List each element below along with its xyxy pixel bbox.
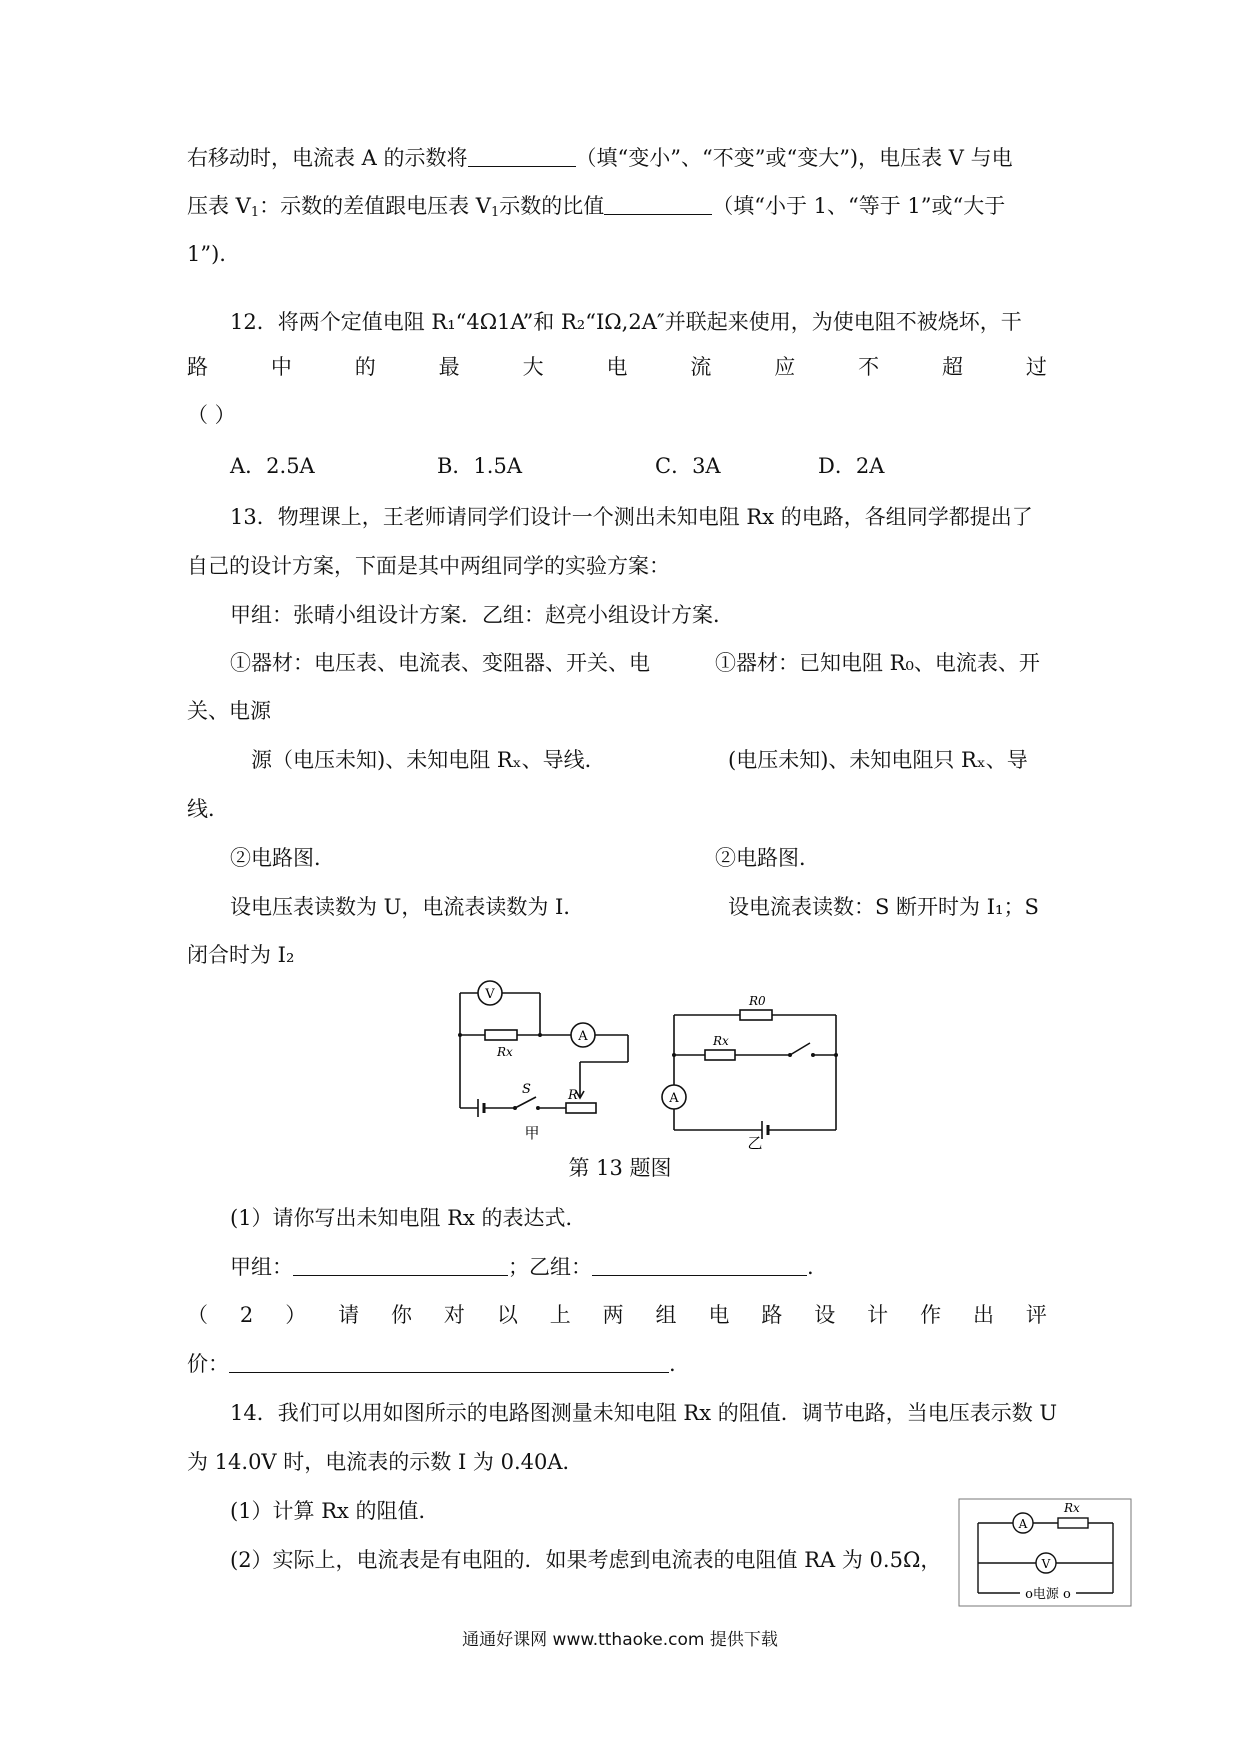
q12-char: 最: [438, 355, 460, 379]
q13-end-dot: .: [807, 1255, 814, 1279]
rx-label: Rx: [713, 1034, 729, 1048]
q11-text-e: 示数的比值: [499, 194, 605, 218]
q13-sub2-char: 对: [443, 1303, 465, 1327]
q13-sub2-char: 设: [814, 1303, 836, 1327]
rheostat-label: R: [568, 1088, 578, 1103]
q12-char: 不: [858, 355, 880, 379]
q13-evaluation-line: [187, 1349, 676, 1379]
q12-char: 中: [270, 355, 292, 379]
q11-text-b: （填“变小”、“不变”或“变大”)，电压表 V 与电: [575, 146, 1013, 170]
q13-sub2-char: 请: [338, 1303, 360, 1327]
q11-line2: 压表 $V_1$：示数的差值跟电压表 $V_1$示数的比值 （填“小于 1、“等于 1”或“大于: [187, 194, 1006, 220]
q12-char: 应: [774, 355, 796, 379]
resistor-rx-icon: [705, 1050, 735, 1060]
q13-jia-equipment: ①器材：电压表、电流表、变阻器、开关、电: [230, 651, 650, 675]
ammeter-label: A: [1018, 1517, 1028, 1531]
ammeter-label: A: [669, 1091, 679, 1106]
q12-option-a[interactable]: A．2.5A: [230, 454, 315, 478]
q11-text-a: 右移动时，电流表 A 的示数将: [187, 146, 468, 170]
q11-text-c: 压表 V: [187, 194, 251, 218]
q12-char: 大: [522, 355, 544, 379]
q12-char: 电: [606, 355, 628, 379]
q13-yi-reading-cont: 闭合时为 I₂: [187, 943, 295, 967]
q13-sub2-char: （: [187, 1303, 208, 1327]
q13-answer-line: [230, 1252, 814, 1282]
q13-sub2-char: 两: [602, 1303, 624, 1327]
q13-yi-equipment-cont: 关、电源: [187, 699, 271, 723]
figure-yi-caption: 乙: [747, 1134, 763, 1150]
q13-jia-equipment-cont: 源（电压未知)、未知电阻 Rₓ、导线．: [251, 748, 606, 772]
q13-sub2-char: 电: [708, 1303, 730, 1327]
switch-label: S: [522, 1082, 531, 1097]
q13-sub2-char: 计: [867, 1303, 889, 1327]
q11-blank-1[interactable]: [468, 144, 576, 167]
figure-jia-caption: 甲: [524, 1124, 540, 1142]
q13-evaluation-blank[interactable]: [229, 1350, 669, 1373]
q13-sub2-char: 出: [972, 1303, 994, 1327]
resistor-r0-icon: [740, 1010, 772, 1020]
q13-sub2-char: 组: [655, 1303, 677, 1327]
q12-char: 过: [1025, 355, 1047, 379]
rx-label: Rx: [1064, 1501, 1080, 1515]
power-source-label: o电源 o: [1025, 1587, 1071, 1602]
q12-char: 路: [187, 355, 208, 379]
q12-option-c[interactable]: C．3A: [655, 454, 721, 478]
resistor-rx-icon: [1058, 1518, 1088, 1528]
switch-icon: [790, 1043, 810, 1055]
q13-jia-blank[interactable]: [293, 1253, 508, 1276]
q13-sub2-line: [187, 1300, 1047, 1330]
q12-option-d[interactable]: D．2A: [818, 454, 885, 478]
q13-yi-equipment-end: 线．: [187, 797, 229, 821]
q12-char: 流: [690, 355, 712, 379]
q14-sub1: (1）计算 Rx 的阻值．: [230, 1499, 440, 1523]
page-footer: 通通好课网 www.tthaoke.com 提供下载: [462, 1630, 778, 1650]
q13-sub2-char: 以: [496, 1303, 518, 1327]
q13-sub2-char: 你: [391, 1303, 412, 1327]
q14-circuit-figure: [958, 1498, 1133, 1608]
q13-figure-caption: 第 13 题图: [568, 1156, 672, 1180]
q13-sub2-char: 路: [761, 1303, 783, 1327]
q13-evaluation-dot: .: [669, 1352, 676, 1376]
q13-line3: 甲组：张晴小组设计方案．乙组：赵亮小组设计方案．: [230, 603, 734, 627]
q12-line2: [187, 352, 1047, 382]
q13-jia-label: 甲组：: [230, 1255, 293, 1279]
q11-line3: 1”).: [187, 242, 226, 266]
switch-icon: [515, 1097, 536, 1108]
q13-yi-label: ；乙组：: [508, 1255, 592, 1279]
q13-sub2-char: 作: [920, 1303, 942, 1327]
rheostat-icon: [566, 1103, 596, 1113]
q13-circuit-figure: [440, 975, 860, 1150]
q13-sub1: (1）请你写出未知电阻 Rx 的表达式．: [230, 1206, 587, 1230]
q13-jia-reading: 设电压表读数为 U，电流表读数为 I．: [230, 895, 585, 919]
q12-char: 超: [942, 355, 964, 379]
q13-line2: 自己的设计方案，下面是其中两组同学的实验方案：: [187, 554, 670, 578]
q13-jia-circuit-label: ②电路图．: [230, 846, 335, 870]
q11-text-d: 示数的差值跟电压表 V: [280, 194, 491, 218]
q11-text-f: （填“小于 1、“等于 1”或“大于: [712, 194, 1006, 218]
q14-line2: 为 14.0V 时，电流表的示数 I 为 0.40A．: [187, 1450, 584, 1474]
q13-sub2-char: 2: [239, 1303, 254, 1327]
voltmeter-label: V: [1041, 1557, 1051, 1571]
q13-yi-blank[interactable]: [592, 1253, 807, 1276]
q14-sub2: (2）实际上，电流表是有电阻的．如果考虑到电流表的电阻值 RA 为 0.5Ω，: [230, 1548, 942, 1572]
voltmeter-label: V: [485, 987, 495, 1002]
ammeter-label: A: [578, 1029, 588, 1044]
q13-sub2-char: ）: [285, 1303, 307, 1327]
resistor-rx-icon: [485, 1030, 517, 1040]
q13-yi-equipment: ①器材：已知电阻 R₀、电流表、开: [715, 651, 1040, 675]
q13-yi-reading: 设电流表读数：S 断开时为 I₁；S: [728, 895, 1039, 919]
q13-sub2-char: 上: [549, 1303, 571, 1327]
q13-yi-circuit-label: ②电路图．: [715, 846, 820, 870]
q13-yi-equipment-cont2: (电压未知)、未知电阻只 Rₓ、导: [728, 748, 1028, 772]
q12-line1: 12．将两个定值电阻 R₁“4Ω1A”和 R₂“IΩ,2A″并联起来使用，为使电阻不被烧坏，干: [230, 310, 1022, 334]
q13-line1: 13．物理课上，王老师请同学们设计一个测出未知电阻 Rx 的电路，各组同学都提出了: [230, 505, 1033, 529]
circuit-yi: [662, 1010, 836, 1139]
r0-label: R0: [749, 994, 766, 1008]
q13-sub2-char: 评: [1025, 1303, 1047, 1327]
rx-label: Rx: [497, 1045, 513, 1059]
q13-evaluation-label: 价：: [187, 1352, 229, 1376]
q11-blank-2[interactable]: [604, 192, 712, 215]
q14-line1: 14．我们可以用如图所示的电路图测量未知电阻 Rx 的阻值．调节电路，当电压表示数 U: [230, 1401, 1058, 1425]
q12-char: 的: [354, 355, 376, 379]
q12-answer-paren[interactable]: （ ）: [187, 403, 236, 427]
q12-option-b[interactable]: B．1.5A: [437, 454, 522, 478]
q11-line1: [187, 143, 1013, 173]
